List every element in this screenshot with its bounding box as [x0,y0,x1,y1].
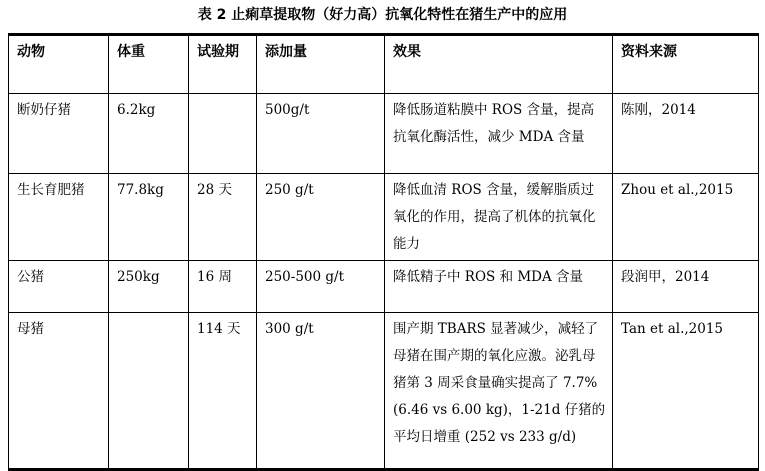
cell-dose: 300 g/t [257,313,385,470]
cell-dose: 250 g/t [257,174,385,261]
table-row [9,94,759,174]
cell-dose: 250-500 g/t [257,261,385,313]
cell-dose: 500g/t [257,94,385,174]
cell-effect: 降低血清 ROS 含量，缓解脂质过氧化的作用，提高了机体的抗氧化能力 [385,174,613,261]
cell-weight: 77.8kg [109,174,189,261]
header-source: 资料来源 [613,35,759,94]
cell-animal: 断奶仔猪 [9,94,109,174]
cell-weight: 250kg [109,261,189,313]
cell-period [189,94,257,174]
cell-weight: 6.2kg [109,94,189,174]
cell-period: 16 周 [189,261,257,313]
data-table [8,33,759,471]
cell-source: 陈刚，2014 [613,94,759,174]
cell-effect: 围产期 TBARS 显著减少，减轻了母猪在围产期的氧化应激。泌乳母猪第 3 周采食量确实提高了 7.7%(6.46 vs 6.00 kg)，1-21d 仔猪的平均日增重 (252 vs 233 g/d) [385,313,613,470]
cell-period: 114 天 [189,313,257,470]
header-effect: 效果 [385,35,613,94]
cell-effect: 降低肠道粘膜中 ROS 含量，提高抗氧化酶活性，减少 MDA 含量 [385,94,613,174]
table-row [9,261,759,313]
cell-source: 段润甲，2014 [613,261,759,313]
table-header-row [9,35,759,94]
table-row [9,313,759,470]
header-dose: 添加量 [257,35,385,94]
cell-animal: 生长育肥猪 [9,174,109,261]
cell-effect: 降低精子中 ROS 和 MDA 含量 [385,261,613,313]
cell-animal: 公猪 [9,261,109,313]
header-period: 试验期 [189,35,257,94]
cell-animal: 母猪 [9,313,109,470]
cell-weight [109,313,189,470]
cell-source: Tan et al.,2015 [613,313,759,470]
cell-source: Zhou et al.,2015 [613,174,759,261]
header-animal: 动物 [9,35,109,94]
header-weight: 体重 [109,35,189,94]
table-row [9,174,759,261]
cell-period: 28 天 [189,174,257,261]
table-caption: 表 2 止痢草提取物（好力高）抗氧化特性在猪生产中的应用 [197,7,568,23]
